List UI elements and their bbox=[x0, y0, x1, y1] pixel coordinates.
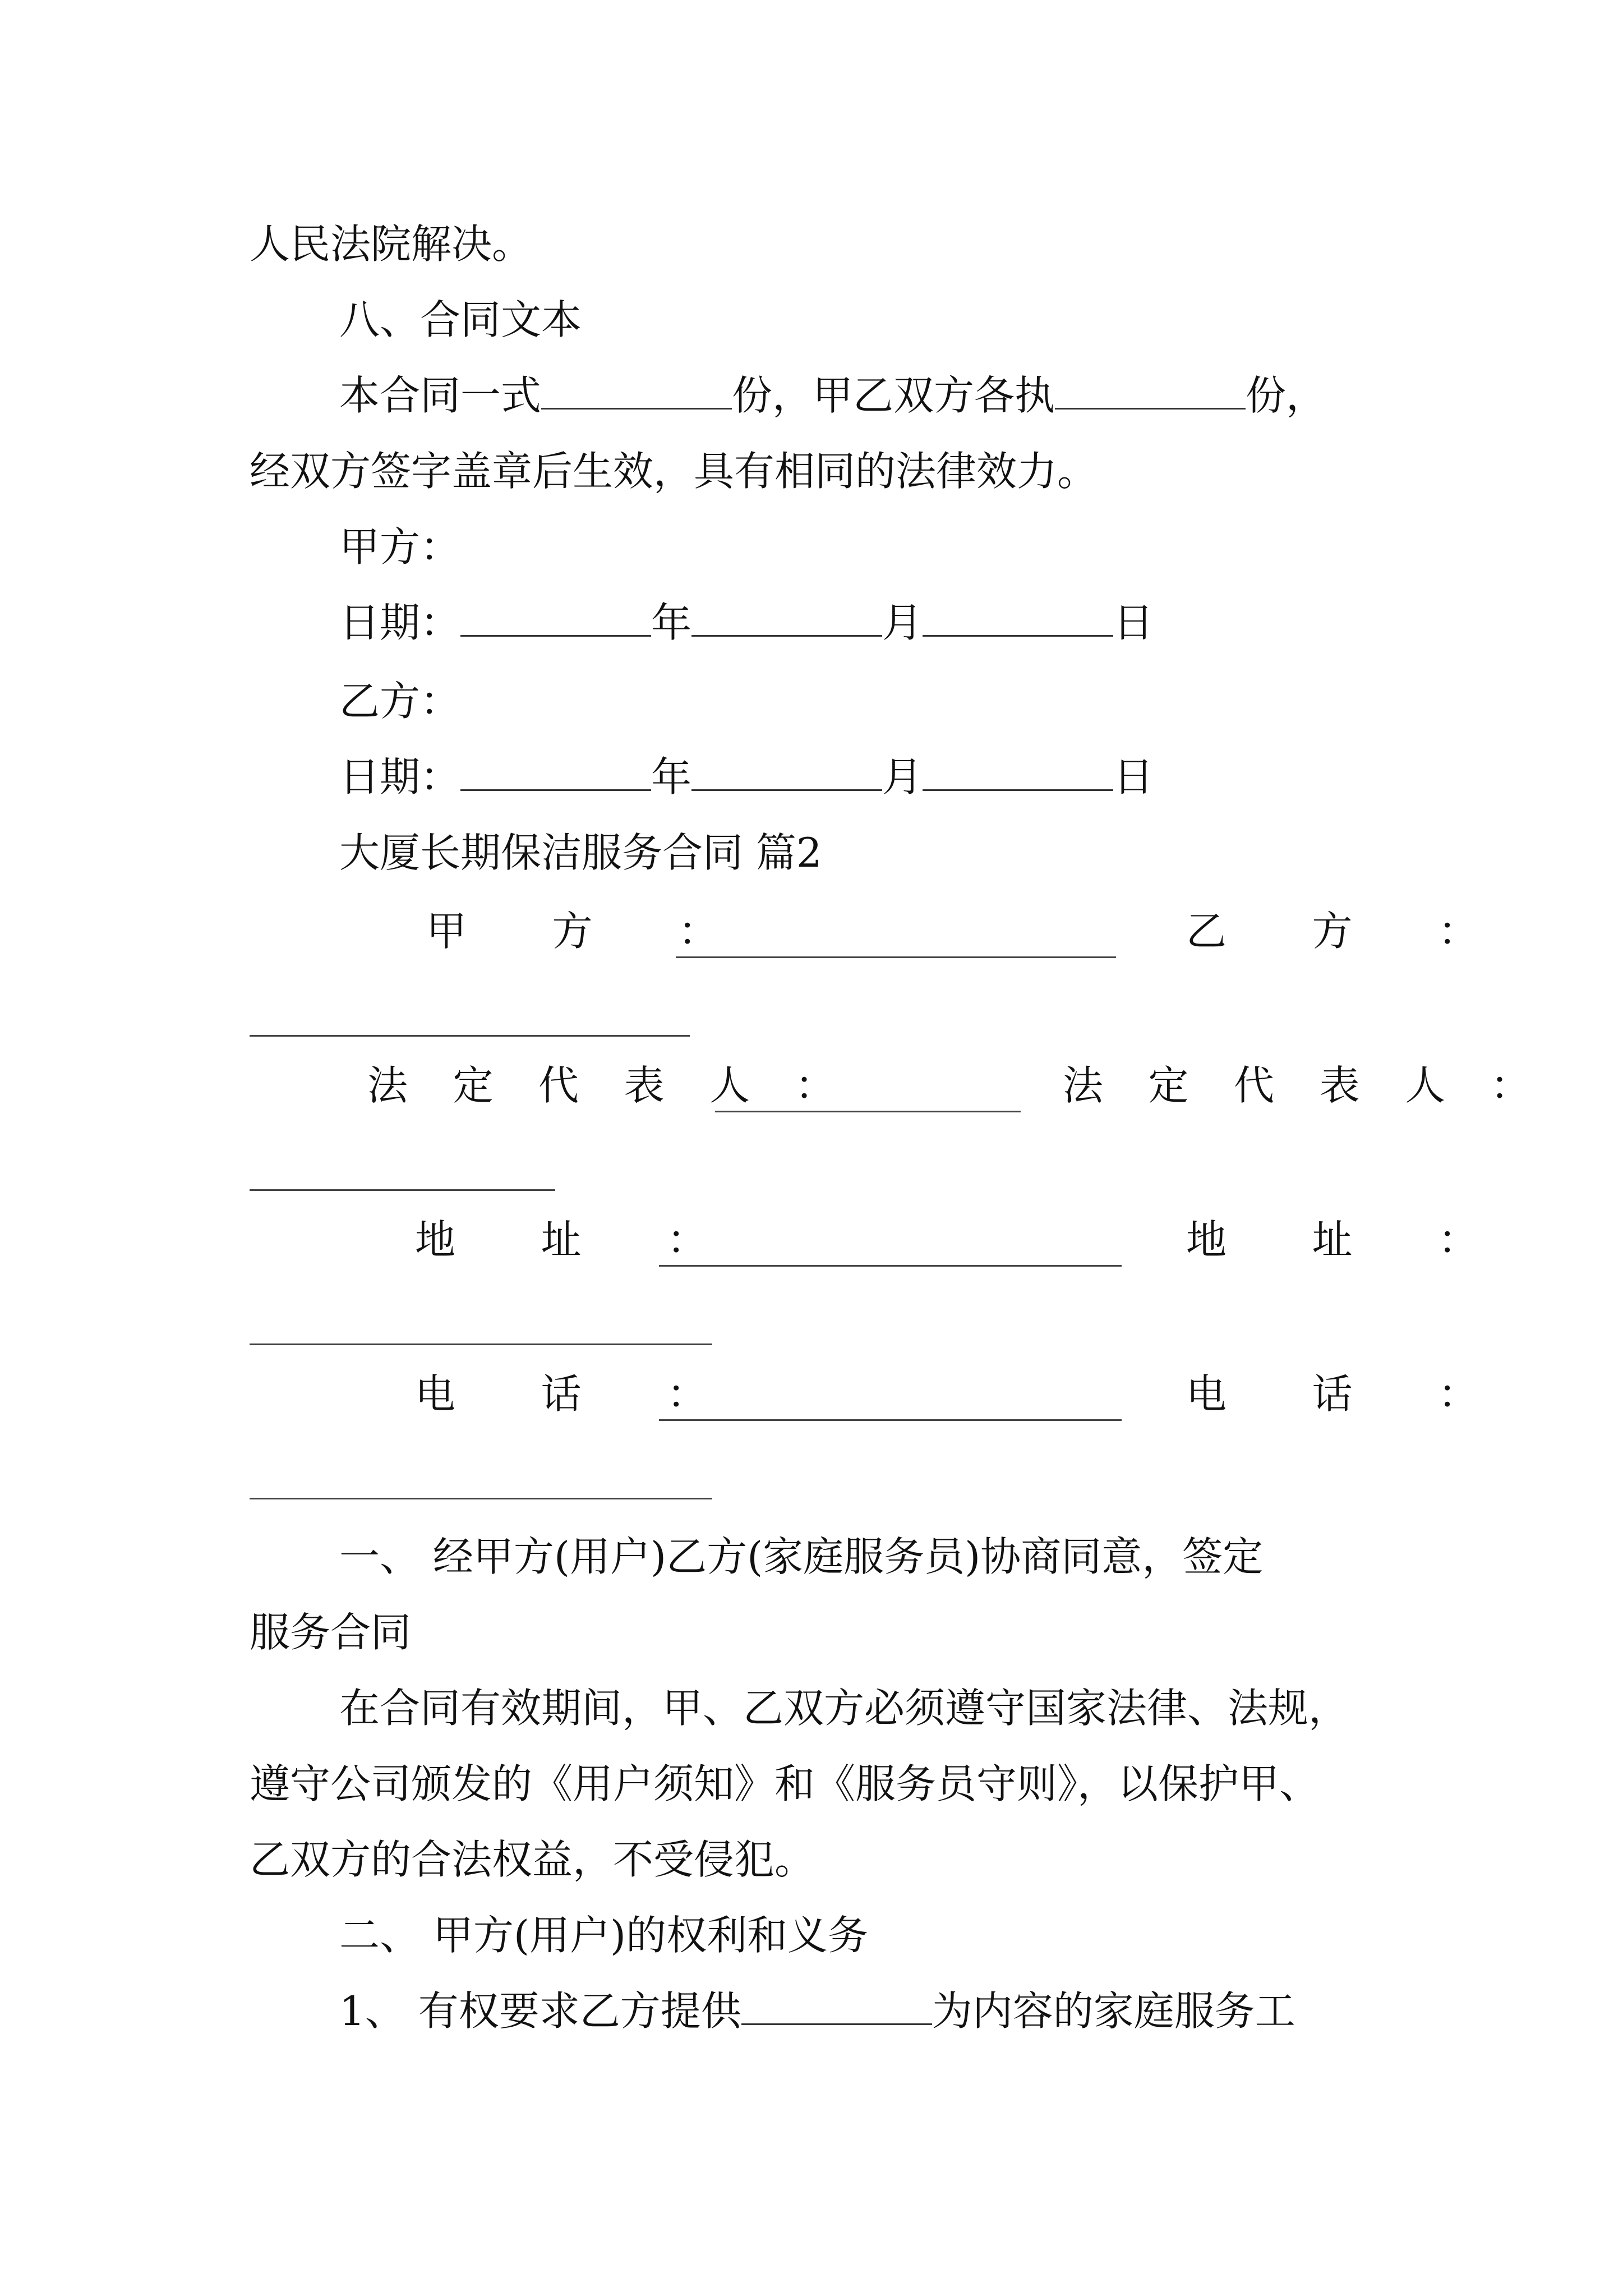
fill-blank bbox=[715, 1111, 1021, 1112]
fill-blank bbox=[1055, 371, 1246, 409]
fill-blank bbox=[659, 1419, 1122, 1421]
date-line bbox=[339, 595, 1154, 651]
tel-b-field-label: 电 话 ： bbox=[1186, 1370, 1515, 1418]
paragraph-line: 人民法院解决。 bbox=[250, 220, 533, 268]
paragraph-line bbox=[339, 1983, 1295, 2039]
fill-blank bbox=[923, 598, 1113, 637]
paragraph-line: 遵守公司颁发的《用户须知》和《服务员守则》，以保护甲、 bbox=[250, 1760, 1320, 1807]
rep-a-field-label: 法 定 代 表 人 ： bbox=[367, 1062, 852, 1109]
paragraph-line: 在合同有效期间，甲、乙双方必须遵守国家法律、法规， bbox=[339, 1685, 1349, 1732]
fill-blank bbox=[741, 1986, 932, 2025]
rep-b-field-label: 法 定 代 表 人 ： bbox=[1063, 1062, 1547, 1109]
year-label: 年 bbox=[651, 599, 692, 646]
clause-heading: 一、 经甲方(用户)乙方(家庭服务员)协商同意，签定 bbox=[339, 1533, 1264, 1580]
fill-blank bbox=[541, 371, 732, 409]
text-run: 份， bbox=[1246, 372, 1327, 419]
day-label: 日 bbox=[1113, 599, 1154, 646]
fill-blank bbox=[250, 1035, 690, 1037]
party-b-label: 乙方： bbox=[339, 678, 461, 725]
text-run: 本合同一式 bbox=[339, 372, 542, 419]
party-a-field-label: 甲 方 ： bbox=[426, 908, 755, 955]
text-run: 份，甲乙双方各执 bbox=[732, 372, 1055, 419]
paragraph-line: 乙双方的合法权益，不受侵犯。 bbox=[250, 1836, 815, 1883]
fill-blank bbox=[691, 752, 882, 791]
fill-blank bbox=[460, 598, 651, 637]
clause-heading: 二、 甲方(用户)的权利和义务 bbox=[339, 1912, 869, 1959]
paragraph-line bbox=[339, 367, 1326, 424]
fill-blank bbox=[250, 1189, 555, 1191]
fill-blank bbox=[250, 1498, 712, 1499]
tel-a-field-label: 电 话 ： bbox=[415, 1370, 744, 1418]
fill-blank bbox=[460, 752, 651, 791]
day-label: 日 bbox=[1113, 753, 1154, 800]
paragraph-line: 经双方签字盖章后生效，具有相同的法律效力。 bbox=[250, 448, 1098, 495]
party-a-label: 甲方： bbox=[339, 523, 461, 570]
fill-blank bbox=[676, 956, 1116, 958]
date-label: 日期： bbox=[339, 599, 461, 646]
section-title: 大厦长期保洁服务合同 篇2 bbox=[339, 829, 822, 876]
month-label: 月 bbox=[882, 599, 923, 646]
section-heading: 八、合同文本 bbox=[339, 296, 582, 343]
date-label: 日期： bbox=[339, 753, 461, 800]
fill-blank bbox=[691, 598, 882, 637]
party-b-field-label: 乙 方 ： bbox=[1186, 908, 1515, 955]
year-label: 年 bbox=[651, 753, 692, 800]
fill-blank bbox=[250, 1343, 712, 1345]
paragraph-line: 服务合同 bbox=[250, 1609, 412, 1656]
addr-a-field-label: 地 址 ： bbox=[415, 1216, 744, 1263]
text-run: 1、 有权要求乙方提供 bbox=[339, 1987, 741, 2035]
fill-blank bbox=[659, 1265, 1122, 1267]
fill-blank bbox=[923, 752, 1113, 791]
month-label: 月 bbox=[882, 753, 923, 800]
date-line bbox=[339, 749, 1154, 805]
text-run: 为内容的家庭服务工 bbox=[932, 1987, 1295, 2035]
addr-b-field-label: 地 址 ： bbox=[1186, 1216, 1515, 1263]
